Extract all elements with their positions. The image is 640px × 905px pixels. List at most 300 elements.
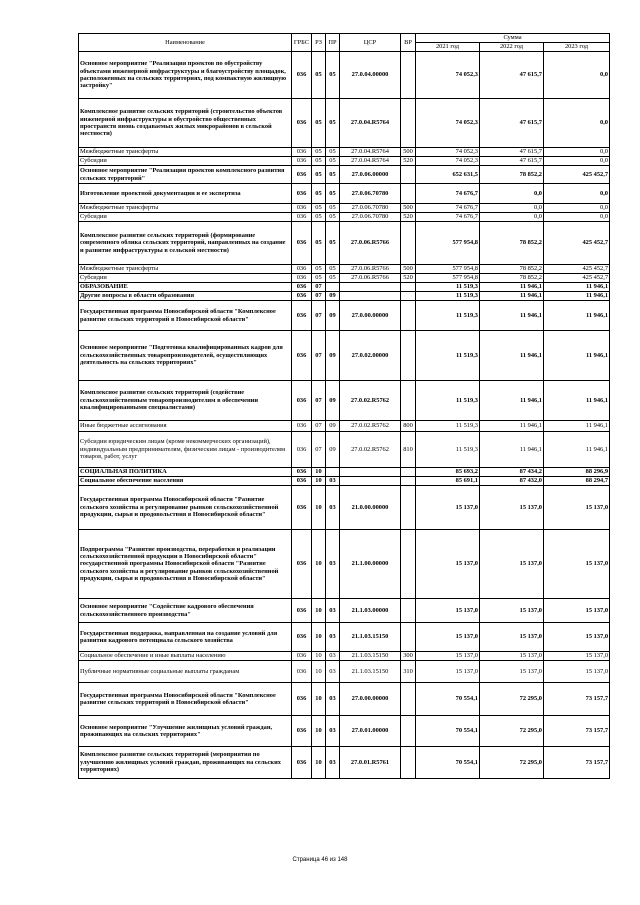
cell-2021: 11 519,3 [416,421,480,432]
cell-vr: 500 [401,204,416,213]
cell-2023: 0,0 [544,213,610,222]
cell-vr: 520 [401,274,416,283]
table-body [79,52,610,779]
cell-name: Подпрограмма "Развитие производства, переработки и реализации сельскохозяйственной продукции в Новосибирской области" государственной программы Новосибирской области "Развитие сельского хозяйства и регулирование рынков сельскохозяйственной продукции, сырья и продовольствия в Новосибирской области" [79,530,292,599]
cell-grbs: 036 [292,166,312,184]
cell-2023: 11 946,1 [544,301,610,331]
cell-csr [340,468,401,477]
table-row [79,623,610,652]
cell-pr: 03 [326,716,340,747]
cell-2021: 11 519,3 [416,331,480,381]
table-row [79,421,610,432]
cell-csr: 27.0.06.70780 [340,184,401,204]
cell-2023: 73 157,7 [544,683,610,716]
cell-2023: 0,0 [544,52,610,99]
cell-rz: 10 [312,661,326,683]
cell-2021: 85 693,2 [416,468,480,477]
page-number: Страница 46 из 148 [292,857,348,863]
cell-2022: 72 295,0 [480,716,544,747]
table-row [79,432,610,468]
cell-name: Субсидии [79,213,292,222]
cell-grbs: 036 [292,184,312,204]
cell-csr: 27.0.04.R5764 [340,99,401,148]
cell-vr: 520 [401,213,416,222]
cell-2023: 15 137,0 [544,530,610,599]
cell-2022: 11 946,1 [480,381,544,421]
cell-2022: 15 137,0 [480,599,544,623]
cell-2023: 0,0 [544,204,610,213]
cell-csr: 27.0.02.R5762 [340,381,401,421]
cell-vr [401,623,416,652]
cell-2021: 85 691,1 [416,477,480,486]
table-row [79,274,610,283]
cell-name: Государственная программа Новосибирской области "Комплексное развитие сельских территорий в Новосибирской области" [79,683,292,716]
cell-2021: 74 676,7 [416,204,480,213]
cell-rz: 05 [312,265,326,274]
cell-vr [401,52,416,99]
cell-grbs: 036 [292,292,312,301]
table-row [79,301,610,331]
cell-2021: 15 137,0 [416,652,480,661]
cell-pr: 03 [326,623,340,652]
cell-rz: 10 [312,623,326,652]
cell-2021: 74 052,3 [416,52,480,99]
cell-rz: 07 [312,292,326,301]
cell-name: Межбюджетные трансферты [79,148,292,157]
cell-rz: 10 [312,486,326,530]
cell-csr: 27.0.00.00000 [340,683,401,716]
cell-name: СОЦИАЛЬНАЯ ПОЛИТИКА [79,468,292,477]
cell-rz: 05 [312,213,326,222]
cell-grbs: 036 [292,148,312,157]
cell-vr: 500 [401,265,416,274]
cell-name: Комплексное развитие сельских территорий (содействие сельскохозяйственным товаропроизводителям в обеспечении квалифицированными специалистами) [79,381,292,421]
cell-name: Субсидии [79,157,292,166]
cell-name: Межбюджетные трансферты [79,204,292,213]
header-vr: ВР [401,34,416,52]
cell-csr: 27.0.06.70780 [340,213,401,222]
cell-2021: 74 052,3 [416,148,480,157]
cell-2023: 0,0 [544,157,610,166]
cell-2021: 11 519,3 [416,283,480,292]
cell-2023: 11 946,1 [544,381,610,421]
cell-grbs: 036 [292,432,312,468]
cell-csr: 21.1.03.15150 [340,661,401,683]
cell-pr: 09 [326,381,340,421]
budget-table [78,33,610,779]
cell-2023: 0,0 [544,99,610,148]
table-row [79,283,610,292]
cell-name: Основное мероприятие "Реализация проектов по обустройству объектами инженерной инфраструктуры и благоустройству площадок, расположенных на сельских территориях, под компактную жилищную застройку" [79,52,292,99]
cell-pr: 09 [326,421,340,432]
cell-pr: 03 [326,652,340,661]
header-csr: ЦСР [340,34,401,52]
cell-2021: 70 554,1 [416,716,480,747]
cell-2022: 11 946,1 [480,292,544,301]
cell-2023: 0,0 [544,184,610,204]
cell-pr: 05 [326,184,340,204]
cell-rz: 05 [312,184,326,204]
cell-name: Другие вопросы в области образования [79,292,292,301]
table-row [79,292,610,301]
cell-2022: 78 852,2 [480,274,544,283]
cell-2023: 15 137,0 [544,661,610,683]
cell-2022: 15 137,0 [480,530,544,599]
cell-2022: 0,0 [480,213,544,222]
cell-rz: 10 [312,530,326,599]
cell-2023: 88 296,9 [544,468,610,477]
cell-rz: 07 [312,432,326,468]
table-row [79,204,610,213]
cell-name: Основное мероприятие "Улучшение жилищных условий граждан, проживающих на сельских территориях" [79,716,292,747]
cell-csr: 27.0.04.R5764 [340,157,401,166]
cell-name: Публичные нормативные социальные выплаты гражданам [79,661,292,683]
cell-grbs: 036 [292,599,312,623]
table-row [79,265,610,274]
cell-vr [401,486,416,530]
cell-rz: 10 [312,468,326,477]
cell-pr: 05 [326,166,340,184]
cell-grbs: 036 [292,652,312,661]
cell-pr: 03 [326,661,340,683]
cell-2021: 15 137,0 [416,623,480,652]
table-row [79,148,610,157]
cell-2021: 15 137,0 [416,486,480,530]
cell-csr: 27.0.02.R5762 [340,421,401,432]
cell-csr: 27.0.06.R5766 [340,274,401,283]
cell-csr: 27.0.02.R5762 [340,432,401,468]
cell-pr: 05 [326,222,340,265]
header-2022: 2022 год [480,43,544,52]
cell-grbs: 036 [292,421,312,432]
header-rz: РЗ [312,34,326,52]
cell-name: ОБРАЗОВАНИЕ [79,283,292,292]
cell-name: Изготовление проектной документации и ее экспертиза [79,184,292,204]
cell-rz: 10 [312,477,326,486]
cell-rz: 10 [312,683,326,716]
cell-2022: 47 615,7 [480,157,544,166]
cell-pr [326,468,340,477]
cell-2023: 0,0 [544,148,610,157]
cell-grbs: 036 [292,477,312,486]
cell-vr [401,292,416,301]
cell-2021: 15 137,0 [416,530,480,599]
table-row [79,381,610,421]
cell-rz: 05 [312,204,326,213]
cell-csr: 21.1.00.00000 [340,530,401,599]
cell-csr: 27.0.06.R5766 [340,265,401,274]
cell-2023: 73 157,7 [544,747,610,779]
cell-2023: 73 157,7 [544,716,610,747]
cell-pr: 03 [326,747,340,779]
cell-vr [401,747,416,779]
cell-2023: 88 294,7 [544,477,610,486]
cell-vr [401,222,416,265]
cell-2023: 15 137,0 [544,486,610,530]
cell-rz: 10 [312,747,326,779]
cell-2022: 11 946,1 [480,421,544,432]
cell-pr: 03 [326,477,340,486]
cell-grbs: 036 [292,486,312,530]
cell-name: Субсидии юридическим лицам (кроме некоммерческих организаций), индивидуальным предпринимателям, физическим лицам - производителям товаров, работ, услуг [79,432,292,468]
cell-name: Основное мероприятие "Реализация проектов комплексного развития сельских территорий" [79,166,292,184]
table-row [79,468,610,477]
table-row [79,331,610,381]
table-row [79,747,610,779]
cell-rz: 05 [312,148,326,157]
cell-name: Комплексное развитие сельских территорий (строительство объектов инженерной инфраструктуры и обустройство общественных пространств вновь создаваемых жилых микрорайонов в сельской местности) [79,99,292,148]
cell-vr [401,599,416,623]
cell-2023: 15 137,0 [544,623,610,652]
cell-name: Межбюджетные трансферты [79,265,292,274]
cell-rz: 10 [312,599,326,623]
cell-grbs: 036 [292,623,312,652]
cell-2021: 15 137,0 [416,661,480,683]
cell-name: Основное мероприятие "Содействие кадрового обеспечения сельскохозяйственного производства" [79,599,292,623]
table-row [79,213,610,222]
cell-grbs: 036 [292,283,312,292]
cell-rz: 07 [312,381,326,421]
cell-csr: 21.0.00.00000 [340,486,401,530]
cell-2023: 15 137,0 [544,652,610,661]
cell-name: Государственная поддержка, направленная на создание условий для развития кадрового потенциала сельского хозяйства [79,623,292,652]
cell-grbs: 036 [292,222,312,265]
cell-pr: 03 [326,683,340,716]
cell-grbs: 036 [292,99,312,148]
cell-vr [401,468,416,477]
cell-2022: 87 434,2 [480,468,544,477]
cell-vr: 800 [401,421,416,432]
cell-2023: 15 137,0 [544,599,610,623]
table-row [79,477,610,486]
cell-vr: 520 [401,157,416,166]
cell-2021: 11 519,3 [416,292,480,301]
cell-csr: 21.1.03.00000 [340,599,401,623]
cell-name: Государственная программа Новосибирской области "Комплексное развитие сельских территорий в Новосибирской области" [79,301,292,331]
cell-grbs: 036 [292,331,312,381]
cell-pr: 03 [326,486,340,530]
cell-csr: 27.0.00.00000 [340,301,401,331]
cell-grbs: 036 [292,747,312,779]
cell-2022: 11 946,1 [480,301,544,331]
cell-vr [401,381,416,421]
cell-pr: 05 [326,213,340,222]
cell-vr [401,184,416,204]
cell-rz: 07 [312,283,326,292]
cell-rz: 10 [312,652,326,661]
table-row [79,661,610,683]
cell-2021: 70 554,1 [416,747,480,779]
cell-vr [401,283,416,292]
cell-2021: 74 676,7 [416,213,480,222]
cell-2021: 577 954,8 [416,274,480,283]
cell-2021: 577 954,8 [416,222,480,265]
cell-2021: 74 676,7 [416,184,480,204]
cell-2022: 47 615,7 [480,148,544,157]
cell-name: Социальное обеспечение и иные выплаты населению [79,652,292,661]
cell-grbs: 036 [292,381,312,421]
table-row [79,652,610,661]
cell-csr [340,292,401,301]
table-row [79,530,610,599]
header-pr: ПР [326,34,340,52]
cell-2022: 78 852,2 [480,166,544,184]
cell-rz: 05 [312,52,326,99]
cell-csr: 27.0.06.00000 [340,166,401,184]
cell-2023: 11 946,1 [544,292,610,301]
cell-grbs: 036 [292,468,312,477]
cell-2021: 577 954,8 [416,265,480,274]
cell-vr [401,477,416,486]
cell-rz: 07 [312,301,326,331]
table-row [79,184,610,204]
cell-pr: 05 [326,52,340,99]
cell-csr: 27.0.06.70780 [340,204,401,213]
cell-pr: 09 [326,292,340,301]
cell-grbs: 036 [292,530,312,599]
table-row [79,52,610,99]
cell-grbs: 036 [292,716,312,747]
cell-pr: 05 [326,157,340,166]
cell-pr: 03 [326,530,340,599]
cell-2023: 11 946,1 [544,432,610,468]
cell-2023: 11 946,1 [544,421,610,432]
cell-vr [401,331,416,381]
header-sum: Сумма [416,34,610,43]
table-row [79,683,610,716]
cell-csr: 21.1.03.15150 [340,623,401,652]
cell-vr [401,530,416,599]
cell-vr [401,166,416,184]
cell-grbs: 036 [292,683,312,716]
cell-pr: 09 [326,432,340,468]
header-name: Наименование [79,34,292,52]
cell-csr: 21.1.03.15150 [340,652,401,661]
table-header [79,34,610,52]
cell-2022: 72 295,0 [480,683,544,716]
cell-grbs: 036 [292,213,312,222]
table-row [79,599,610,623]
cell-vr [401,99,416,148]
cell-2023: 425 452,7 [544,166,610,184]
cell-2022: 0,0 [480,204,544,213]
cell-csr: 27.0.01.R5761 [340,747,401,779]
cell-vr [401,716,416,747]
cell-2023: 425 452,7 [544,222,610,265]
cell-grbs: 036 [292,661,312,683]
cell-grbs: 036 [292,301,312,331]
cell-2023: 425 452,7 [544,265,610,274]
cell-2022: 15 137,0 [480,661,544,683]
cell-grbs: 036 [292,274,312,283]
cell-2022: 87 432,0 [480,477,544,486]
cell-2022: 0,0 [480,184,544,204]
cell-name: Комплексное развитие сельских территорий (формирование современного облика сельских территорий, направленных на создание и развитие инфраструктуры в сельской местности) [79,222,292,265]
table-row [79,99,610,148]
cell-name: Иные бюджетные ассигнования [79,421,292,432]
cell-2021: 70 554,1 [416,683,480,716]
cell-2021: 74 052,3 [416,99,480,148]
cell-name: Основное мероприятие "Подготовка квалифицированных кадров для сельскохозяйственных товаропроизводителей, осуществляющих деятельность на сельских территориях" [79,331,292,381]
cell-2021: 11 519,3 [416,301,480,331]
cell-vr: 500 [401,148,416,157]
cell-rz: 10 [312,716,326,747]
table-row [79,222,610,265]
cell-pr: 05 [326,274,340,283]
cell-name: Субсидии [79,274,292,283]
cell-pr: 05 [326,99,340,148]
cell-vr: 300 [401,652,416,661]
cell-2023: 11 946,1 [544,283,610,292]
cell-vr [401,301,416,331]
header-grbs: ГРБС [292,34,312,52]
cell-2022: 11 946,1 [480,283,544,292]
cell-2023: 11 946,1 [544,331,610,381]
cell-2022: 15 137,0 [480,486,544,530]
cell-2022: 15 137,0 [480,623,544,652]
cell-2022: 72 295,0 [480,747,544,779]
cell-2022: 11 946,1 [480,331,544,381]
cell-rz: 05 [312,222,326,265]
cell-2022: 15 137,0 [480,652,544,661]
cell-rz: 05 [312,99,326,148]
cell-name: Комплексное развитие сельских территорий (мероприятия по улучшению жилищных условий граждан, проживающих на сельских территориях) [79,747,292,779]
cell-pr [326,283,340,292]
cell-csr: 27.0.04.R5764 [340,148,401,157]
header-2023: 2023 год [544,43,610,52]
cell-rz: 07 [312,331,326,381]
cell-grbs: 036 [292,204,312,213]
cell-csr [340,283,401,292]
table-row [79,166,610,184]
cell-rz: 05 [312,166,326,184]
cell-name: Государственная программа Новосибирской области "Развитие сельского хозяйства и регулирование рынков сельскохозяйственной продукции, сырья и продовольствия в Новосибирской области" [79,486,292,530]
cell-vr [401,683,416,716]
cell-pr: 03 [326,599,340,623]
cell-2022: 78 852,2 [480,222,544,265]
cell-2021: 74 052,3 [416,157,480,166]
table-row [79,716,610,747]
cell-2022: 11 946,1 [480,432,544,468]
cell-rz: 07 [312,421,326,432]
cell-rz: 05 [312,157,326,166]
cell-vr: 310 [401,661,416,683]
cell-pr: 05 [326,204,340,213]
cell-pr: 09 [326,331,340,381]
header-2021: 2021 год [416,43,480,52]
cell-grbs: 036 [292,157,312,166]
cell-2021: 11 519,3 [416,381,480,421]
cell-2022: 47 615,7 [480,52,544,99]
cell-pr: 05 [326,265,340,274]
cell-2023: 425 452,7 [544,274,610,283]
cell-2021: 652 631,5 [416,166,480,184]
cell-pr: 09 [326,301,340,331]
cell-name: Социальное обеспечение населения [79,477,292,486]
cell-vr: 810 [401,432,416,468]
cell-grbs: 036 [292,52,312,99]
cell-csr: 27.0.04.00000 [340,52,401,99]
cell-pr: 05 [326,148,340,157]
cell-2022: 47 615,7 [480,99,544,148]
cell-2021: 15 137,0 [416,599,480,623]
cell-grbs: 036 [292,265,312,274]
table-row [79,157,610,166]
cell-csr [340,477,401,486]
cell-csr: 27.0.01.00000 [340,716,401,747]
cell-2022: 78 852,2 [480,265,544,274]
cell-rz: 05 [312,274,326,283]
